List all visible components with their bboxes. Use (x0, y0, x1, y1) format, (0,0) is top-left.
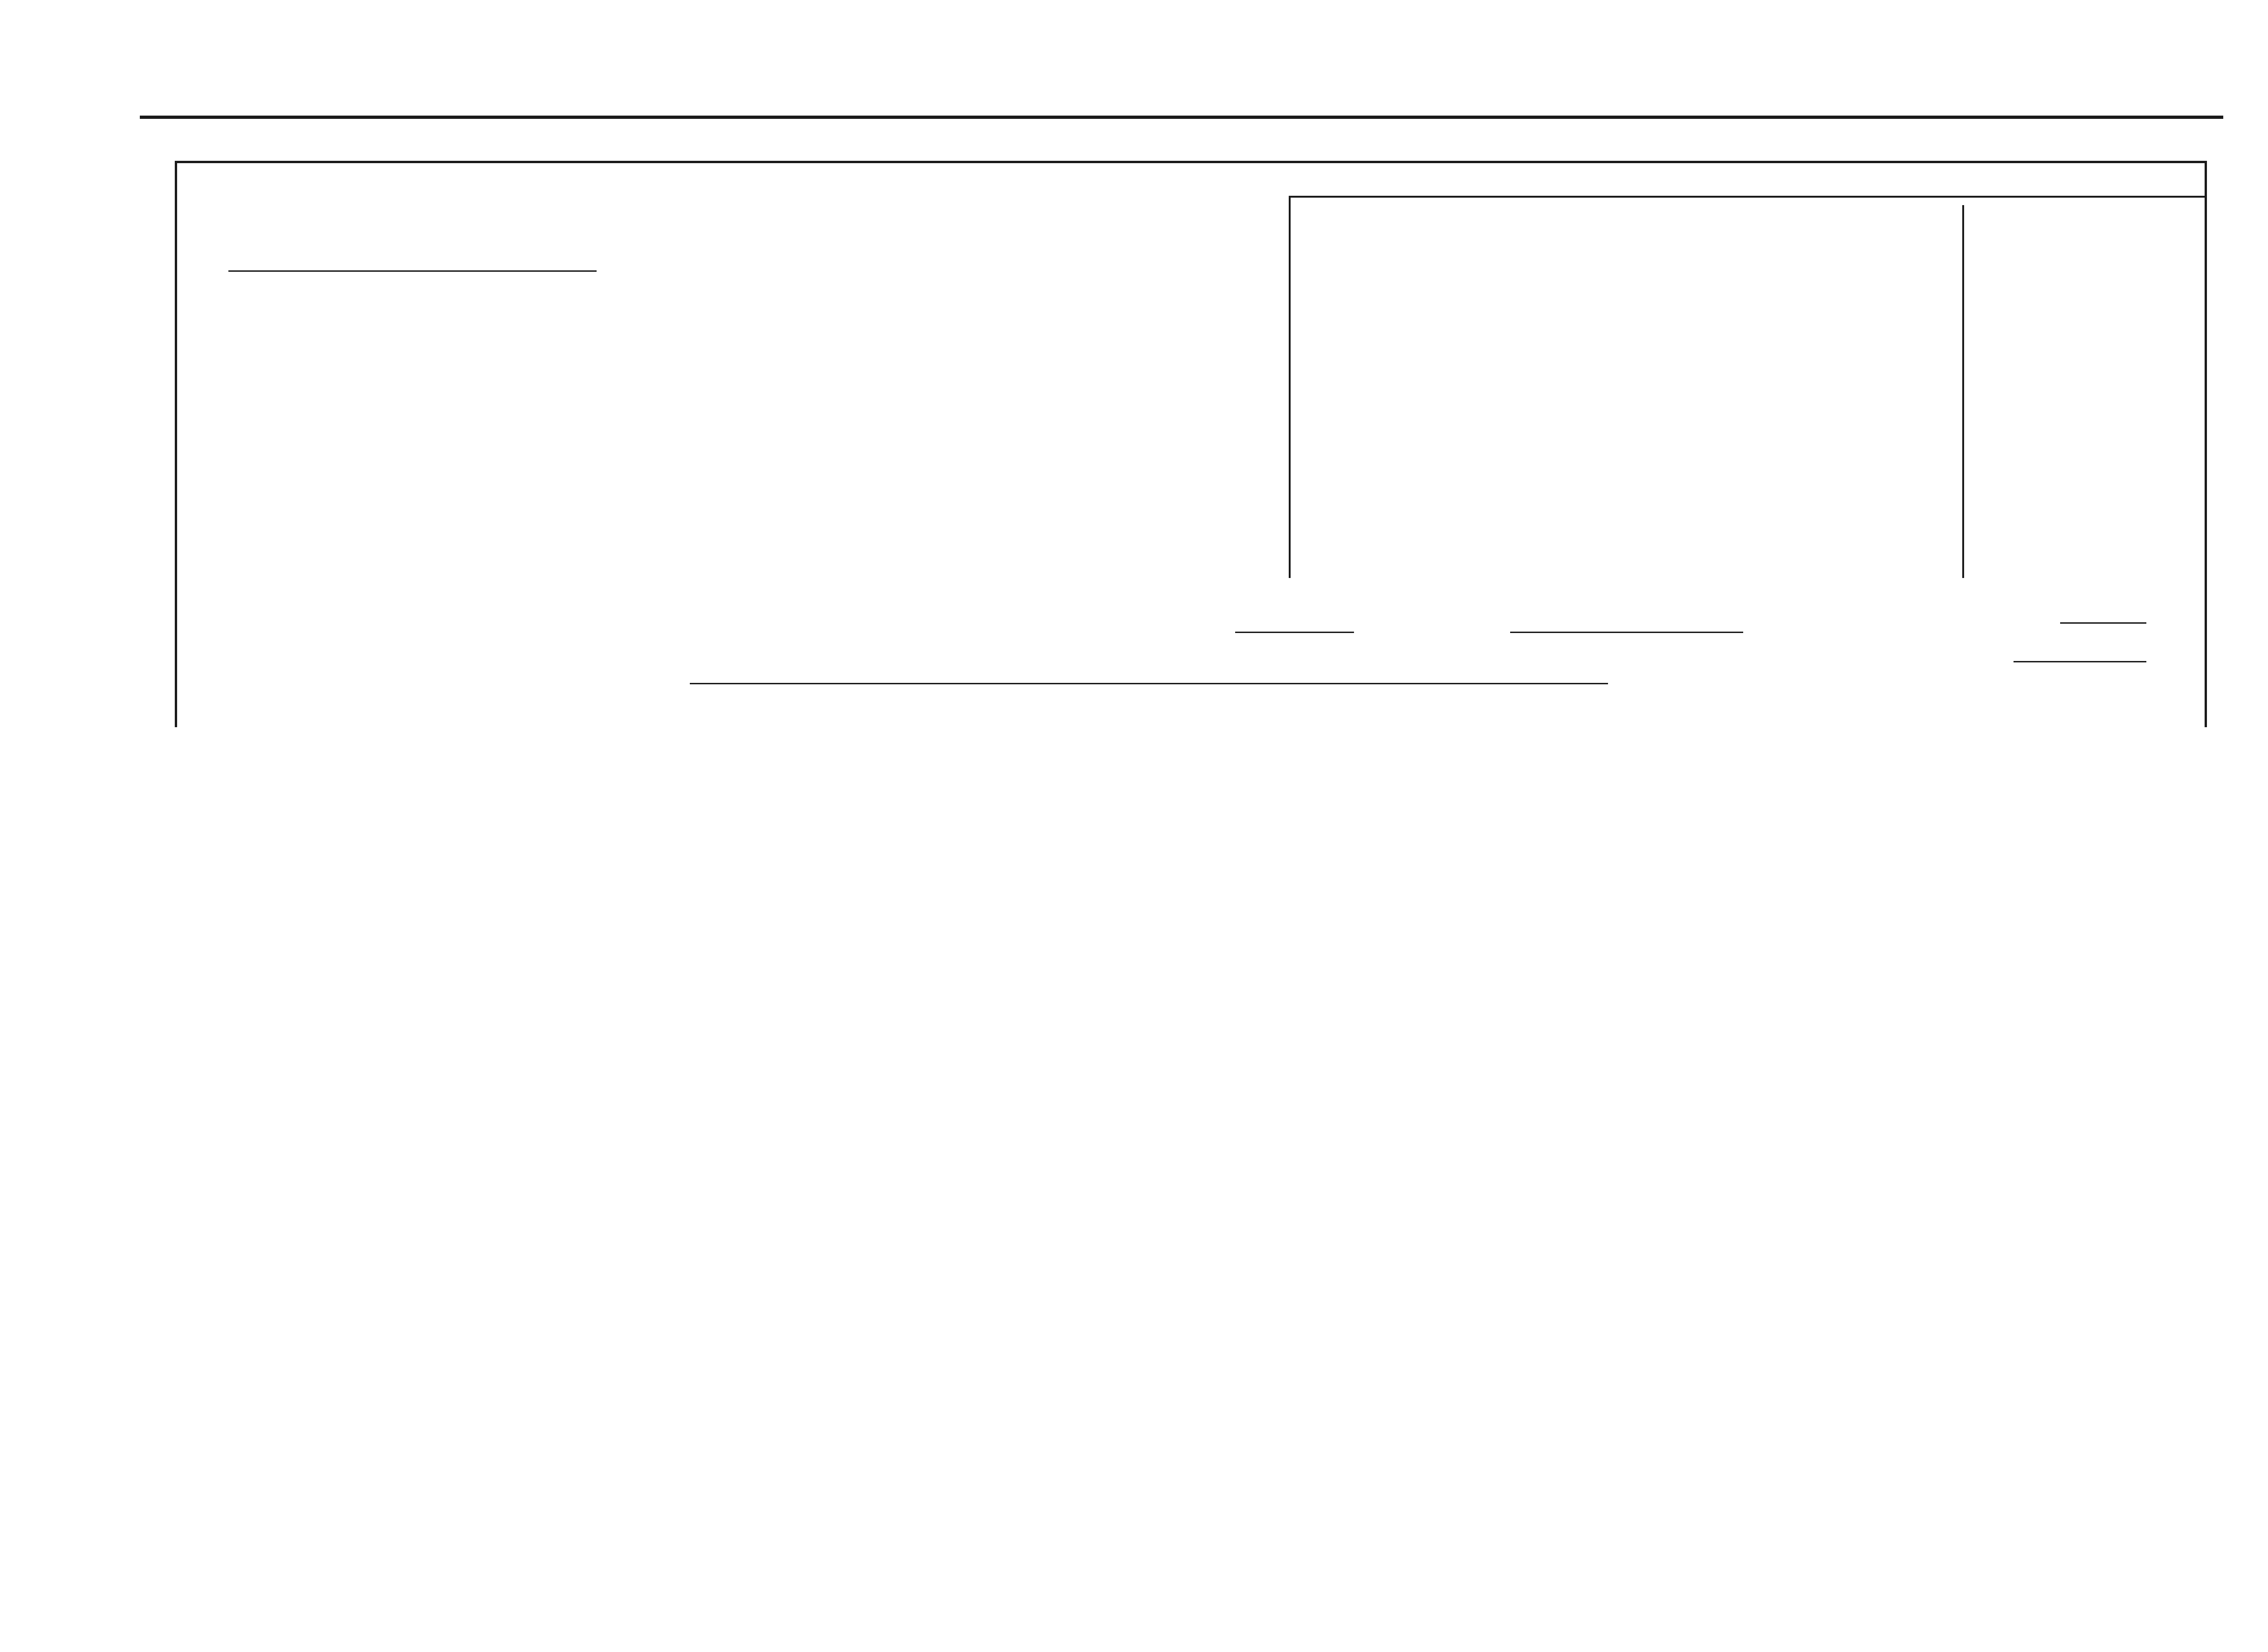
spec-kind-underline (690, 683, 1608, 684)
form-right-border (2205, 161, 2207, 727)
spec-number-underline (1235, 632, 1354, 633)
total-sheets-underline (2060, 622, 2146, 624)
sheet-underline (2014, 661, 2146, 662)
form-top-border (175, 161, 2207, 163)
top-rule (140, 116, 2223, 119)
codes-top-line (1289, 196, 2205, 198)
form-left-border (175, 161, 177, 727)
codes-mid-line (1962, 205, 1964, 578)
approve-signature-line (228, 270, 597, 272)
codes-left-line (1289, 196, 1291, 578)
date-underline (1510, 632, 1743, 633)
